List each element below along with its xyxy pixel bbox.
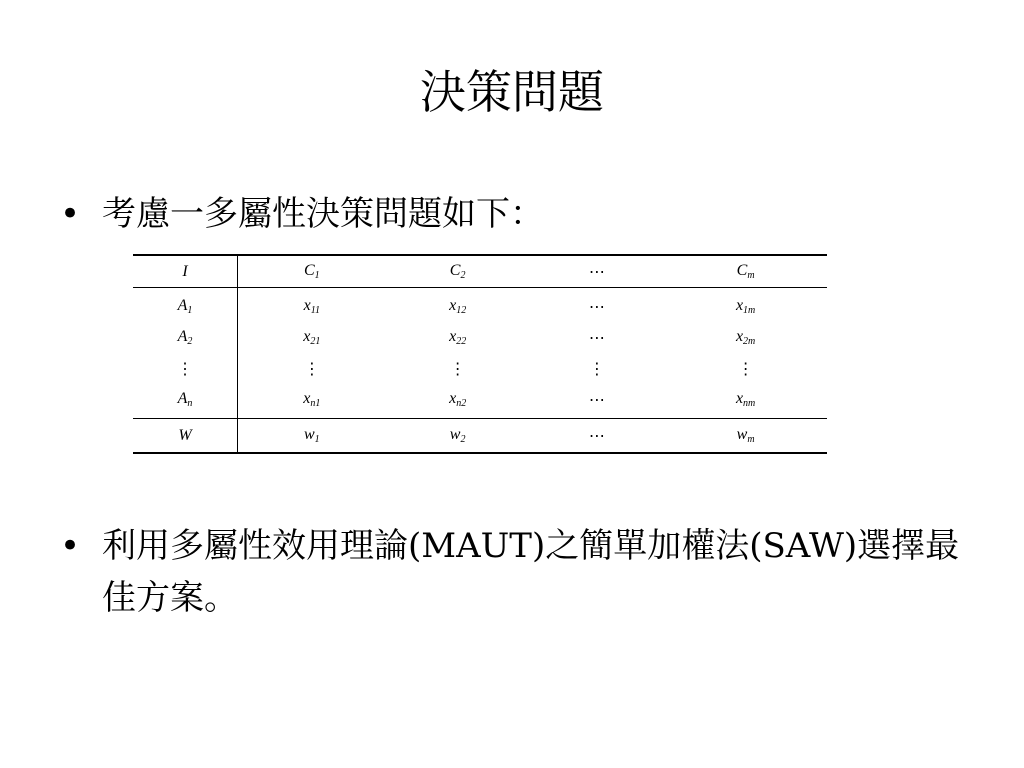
matrix-column-header-base: C <box>736 262 748 279</box>
matrix-cell-base: ⋮ <box>303 360 320 378</box>
matrix-row-header-subscript: n <box>187 398 193 409</box>
matrix-cell <box>530 288 665 323</box>
matrix-row-header-base: A <box>177 297 188 314</box>
matrix-cell <box>386 384 530 419</box>
matrix-weight-cell <box>386 419 530 454</box>
matrix-cell-base: x <box>735 328 744 345</box>
matrix-column-header <box>664 255 827 288</box>
matrix-cell <box>238 384 386 419</box>
matrix-cell-subscript: 11 <box>310 305 321 316</box>
matrix-weight-cell-base: ⋯ <box>588 427 605 445</box>
matrix-column-header-subscript: m <box>747 270 755 281</box>
matrix-cell-base: ⋯ <box>588 391 605 409</box>
matrix-cell-base: ⋮ <box>737 360 754 378</box>
matrix-column-header-base: C <box>303 262 315 279</box>
matrix-cell <box>238 288 386 323</box>
matrix-column-header-base: C <box>449 262 461 279</box>
matrix-row-header-base: A <box>177 390 188 407</box>
matrix-cell <box>664 322 827 353</box>
slide-title: 決策問題 <box>420 65 604 119</box>
matrix-row-header <box>133 288 238 323</box>
matrix-cell <box>664 384 827 419</box>
matrix-cell <box>530 353 665 384</box>
matrix-weight-header-base: W <box>178 426 192 444</box>
matrix-row <box>133 288 827 323</box>
matrix-row-header-subscript: 1 <box>187 305 193 316</box>
matrix-cell-subscript: 12 <box>456 305 467 316</box>
bullet-dot-icon: • <box>60 194 81 234</box>
matrix-cell-base: x <box>735 297 744 314</box>
matrix-weight-row <box>133 419 827 454</box>
matrix-weight-cell-base: w <box>449 426 461 443</box>
matrix-header-row <box>133 255 827 288</box>
matrix-cell-subscript: nm <box>743 398 756 409</box>
matrix-cell-subscript: n2 <box>456 398 467 409</box>
matrix-row-header-base: ⋮ <box>177 360 193 378</box>
matrix-row-header <box>133 353 238 384</box>
matrix-cell-base: x <box>735 390 744 407</box>
matrix-column-header <box>386 255 530 288</box>
matrix-row <box>133 384 827 419</box>
matrix-row-header-base: A <box>177 328 188 345</box>
matrix-corner-cell <box>133 255 238 288</box>
matrix-cell-subscript: 22 <box>456 336 467 347</box>
matrix-column-header-subscript: 2 <box>460 270 466 281</box>
matrix-cell <box>386 353 530 384</box>
matrix-cell <box>238 353 386 384</box>
matrix-row <box>133 353 827 384</box>
matrix-cell-subscript: n1 <box>310 398 321 409</box>
matrix-column-header <box>530 255 665 288</box>
matrix-cell-subscript: 21 <box>310 336 321 347</box>
matrix-corner-cell-base: I <box>182 262 188 280</box>
matrix-cell-base: ⋮ <box>449 360 466 378</box>
matrix-row-header <box>133 322 238 353</box>
matrix-cell <box>386 288 530 323</box>
matrix-column-header <box>238 255 386 288</box>
matrix-cell-base: x <box>449 390 457 407</box>
bullet-item-2 <box>60 520 960 624</box>
matrix-cell-base: x <box>303 297 311 314</box>
matrix-weight-cell <box>238 419 386 454</box>
matrix-weight-cell-base: w <box>736 426 748 443</box>
matrix-weight-cell-subscript: m <box>747 434 755 445</box>
matrix-weight-cell-base: w <box>303 426 315 443</box>
matrix-weight-cell <box>664 419 827 454</box>
matrix-cell-subscript: 2m <box>743 336 756 347</box>
bullet-text-2: 利用多屬性效用理論(MAUT)之簡單加權法(SAW)選擇最佳方案。 <box>102 526 960 618</box>
matrix-row-header <box>133 384 238 419</box>
matrix-column-header-subscript: 1 <box>314 270 320 281</box>
matrix-cell <box>386 322 530 353</box>
matrix-cell <box>664 288 827 323</box>
matrix-cell-base: ⋮ <box>588 360 605 378</box>
matrix-cell-base: ⋯ <box>588 298 605 316</box>
matrix-cell <box>530 322 665 353</box>
matrix-weight-header <box>133 419 238 454</box>
matrix-weight-cell-subscript: 2 <box>460 434 466 445</box>
matrix-cell-subscript: 1m <box>743 305 756 316</box>
matrix-cell-base: x <box>303 390 311 407</box>
matrix-cell-base: x <box>449 297 457 314</box>
matrix-weight-cell <box>530 419 665 454</box>
matrix-cell-base: x <box>303 328 311 345</box>
matrix-cell-base: x <box>449 328 457 345</box>
matrix-row-header-subscript: 2 <box>187 336 193 347</box>
matrix-column-header-base: ⋯ <box>588 263 605 281</box>
matrix-cell <box>238 322 386 353</box>
bullet-text-1: 考慮一多屬性決策問題如下： <box>102 194 544 234</box>
decision-matrix-table <box>133 254 827 454</box>
matrix-row <box>133 322 827 353</box>
matrix-cell <box>530 384 665 419</box>
bullet-dot-icon: • <box>60 526 81 566</box>
matrix-weight-cell-subscript: 1 <box>314 434 320 445</box>
bullet-item-1 <box>60 188 960 240</box>
matrix-cell <box>664 353 827 384</box>
matrix-cell-base: ⋯ <box>588 329 605 347</box>
